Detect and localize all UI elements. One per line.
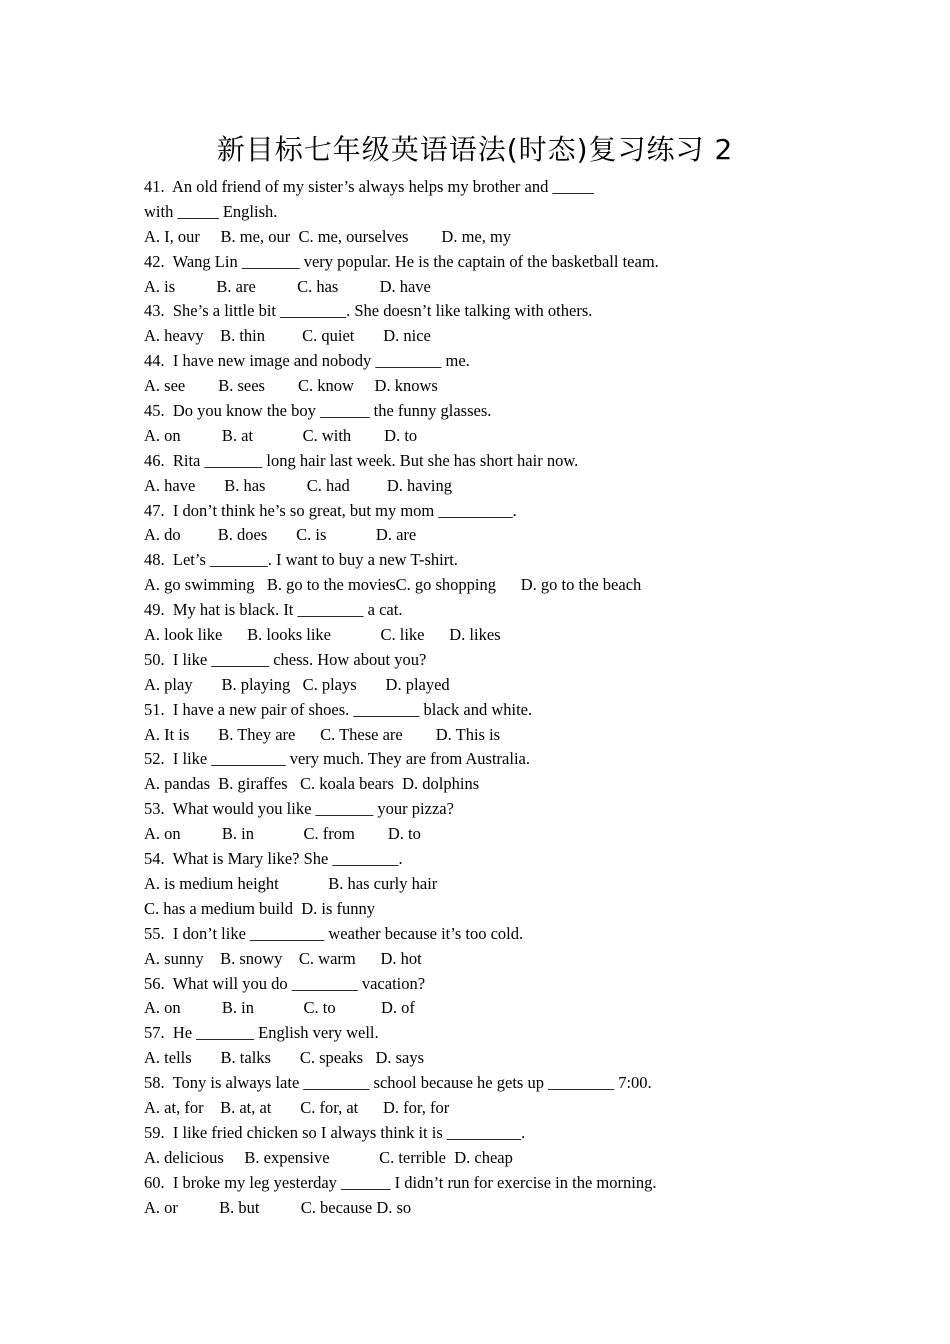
question-line: 60. I broke my leg yesterday ______ I didn’t run for exercise in the morning. (144, 1172, 657, 1192)
options-line: A. delicious B. expensive C. terrible D. cheap (144, 1147, 513, 1167)
options-line: A. It is B. They are C. These are D. This is (144, 724, 501, 744)
options-line: C. has a medium build D. is funny (144, 898, 375, 918)
options-line: A. is B. are C. has D. have (144, 276, 431, 296)
options-line: A. on B. at C. with D. to (144, 425, 418, 445)
question-line: 42. Wang Lin _______ very popular. He is the captain of the basketball team. (144, 251, 659, 271)
question-line: 53. What would you like _______ your pizza? (144, 799, 454, 819)
question-line: 52. I like _________ very much. They are from Australia. (144, 749, 530, 769)
options-line: A. see B. sees C. know D. knows (144, 376, 438, 396)
question-line: 59. I like fried chicken so I always think it is _________. (144, 1122, 526, 1142)
question-line: 50. I like _______ chess. How about you? (144, 649, 427, 669)
question-line: 41. An old friend of my sister’s always helps my brother and _____ (144, 177, 594, 196)
question-line: 55. I don’t like _________ weather because it’s too cold. (144, 923, 524, 943)
options-line: A. look like B. looks like C. like D. likes (144, 625, 501, 645)
options-line: A. do B. does C. is D. are (144, 525, 417, 545)
question-line: 45. Do you know the boy ______ the funny glasses. (144, 401, 492, 421)
question-line: with _____ English. (144, 201, 278, 221)
options-line: A. is medium height B. has curly hair (144, 873, 438, 893)
options-line: A. on B. in C. to D. of (144, 998, 415, 1018)
question-line: 51. I have a new pair of shoes. ________ black and white. (144, 699, 533, 719)
options-line: A. I, our B. me, our C. me, ourselves D. me, my (144, 226, 512, 246)
page-title: 新目标七年级英语语法(时态)复习练习 2 (216, 133, 734, 166)
question-line: 48. Let’s _______. I want to buy a new T-shirt. (144, 550, 458, 570)
options-line: A. have B. has C. had D. having (144, 475, 452, 495)
question-line: 44. I have new image and nobody ________ me. (144, 351, 470, 371)
question-line: 46. Rita _______ long hair last week. But she has short hair now. (144, 450, 579, 470)
options-line: A. on B. in C. from D. to (144, 824, 421, 844)
options-line: A. tells B. talks C. speaks D. says (144, 1048, 425, 1068)
question-line: 47. I don’t think he’s so great, but my mom _________. (144, 500, 517, 520)
question-line: 58. Tony is always late ________ school because he gets up ________ 7:00. (144, 1073, 652, 1093)
question-line: 43. She’s a little bit ________. She doesn’t like talking with others. (144, 301, 593, 321)
question-line: 54. What is Mary like? She ________. (144, 849, 403, 869)
options-line: A. or B. but C. because D. so (144, 1197, 412, 1217)
options-line: A. sunny B. snowy C. warm D. hot (144, 948, 422, 968)
options-line: A. go swimming B. go to the moviesC. go shopping D. go to the beach (144, 575, 642, 595)
question-line: 56. What will you do ________ vacation? (144, 973, 426, 993)
question-line: 57. He _______ English very well. (144, 1023, 379, 1043)
options-line: A. at, for B. at, at C. for, at D. for, for (144, 1097, 450, 1117)
options-line: A. pandas B. giraffes C. koala bears D. dolphins (144, 774, 480, 794)
question-line: 49. My hat is black. It ________ a cat. (144, 600, 403, 620)
exercise-list (144, 175, 844, 1220)
options-line: A. play B. playing C. plays D. played (144, 674, 450, 694)
options-line: A. heavy B. thin C. quiet D. nice (144, 326, 431, 346)
